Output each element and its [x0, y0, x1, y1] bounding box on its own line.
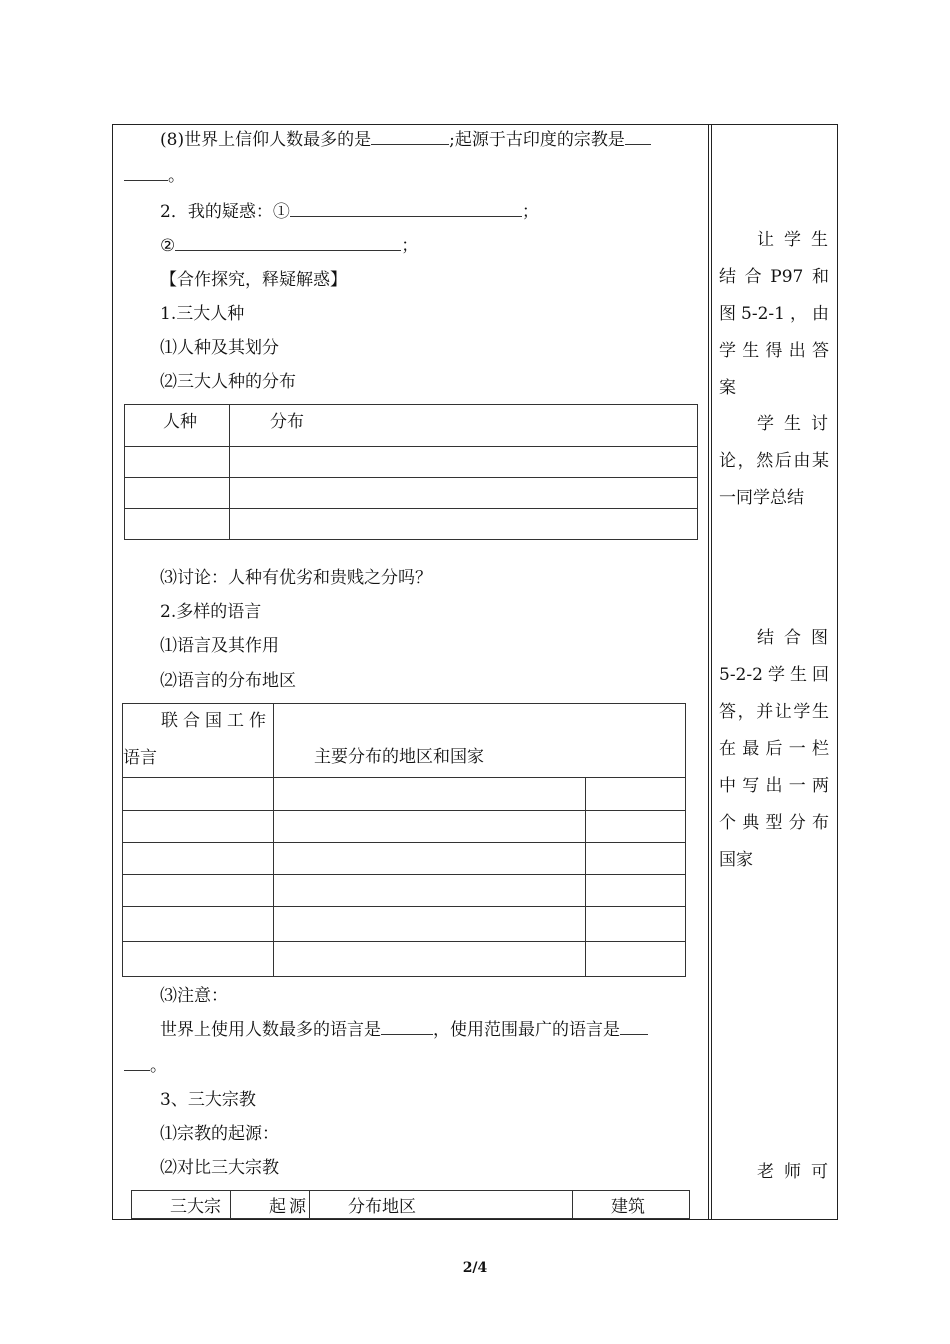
table-row	[125, 478, 698, 509]
religion-table	[131, 1190, 690, 1219]
side-text: 中写出一两	[719, 776, 829, 796]
coop-heading: 【合作探究，释疑解惑】	[160, 270, 347, 290]
table-cell	[123, 811, 274, 843]
race-table	[124, 404, 698, 540]
table-row	[125, 509, 698, 540]
column-divider	[708, 124, 709, 1220]
fill-blank	[371, 128, 449, 145]
table-cell	[274, 907, 586, 942]
table-cell	[123, 942, 274, 977]
fill-blank	[620, 1018, 648, 1035]
table-row	[123, 907, 686, 942]
side-text: 让学生	[757, 230, 838, 250]
side-text: 案	[719, 378, 736, 398]
table-header-row	[132, 1191, 690, 1219]
fill-blank	[124, 164, 168, 181]
table-cell	[123, 843, 274, 875]
section-2-item-3: ⑶注意：	[160, 986, 228, 1006]
table-row	[123, 942, 686, 977]
doubt-2-label: ②	[160, 236, 176, 256]
fill-blank	[290, 200, 522, 217]
doubt-end: ；	[521, 202, 539, 222]
side-text: 5-2-2学生回	[719, 665, 829, 685]
header-race: 人种	[163, 412, 197, 432]
table-cell	[586, 907, 686, 942]
side-text: 图5-2-1，由	[719, 304, 829, 324]
side-note-3	[719, 620, 838, 879]
header-un-language-a: 联合国工作	[161, 711, 271, 731]
header-regions: 分布地区	[348, 1197, 416, 1217]
side-text: 结合图	[757, 628, 838, 648]
section-2-note	[160, 1018, 648, 1042]
doubt-1	[160, 200, 539, 224]
table-cell	[123, 778, 274, 811]
header-distribution: 分布	[270, 412, 304, 432]
table-header-cell	[132, 1191, 231, 1219]
fill-blank	[625, 128, 651, 145]
note-end: 。	[150, 1056, 167, 1076]
note-text-2: ，使用范围最广的语言是	[433, 1020, 620, 1040]
table-row	[123, 875, 686, 907]
section-1-title: 1.三大人种	[160, 304, 245, 324]
side-text: 答，并让学生	[719, 702, 829, 722]
side-note-1	[719, 222, 838, 407]
note-text-1: 世界上使用人数最多的语言是	[160, 1020, 381, 1040]
section-2-item-2: ⑵语言的分布地区	[160, 671, 296, 691]
side-text: 学生讨	[757, 414, 838, 434]
table-cell	[230, 509, 698, 540]
q8-text-1: (8)世界上信仰人数最多的是	[160, 130, 372, 150]
fill-blank	[175, 234, 401, 251]
side-text: 学生得出答	[719, 341, 829, 361]
section-3-title: 3、三大宗教	[160, 1090, 256, 1110]
table-row	[125, 447, 698, 478]
table-cell	[125, 478, 230, 509]
side-note-4	[719, 1154, 838, 1191]
table-cell	[123, 875, 274, 907]
q8-text-2: ;起源于古印度的宗教是	[449, 130, 625, 150]
section-1-item-3: ⑶讨论：人种有优劣和贵贱之分吗？	[160, 568, 432, 588]
table-cell	[586, 875, 686, 907]
table-header-cell	[231, 1191, 310, 1219]
fill-blank	[381, 1018, 433, 1035]
side-text: 一同学总结	[719, 488, 804, 508]
table-header-cell	[230, 405, 698, 447]
side-text: 结合P97和	[719, 267, 829, 287]
language-table	[122, 703, 686, 977]
q8-end: 。	[168, 166, 185, 186]
section-2-title: 2.多样的语言	[160, 602, 262, 622]
page-number: 2/4	[462, 1260, 488, 1276]
table-cell	[123, 907, 274, 942]
table-cell	[230, 478, 698, 509]
header-architecture: 建筑	[611, 1197, 645, 1217]
table-header-cell	[310, 1191, 573, 1219]
section-1-item-2: ⑵三大人种的分布	[160, 372, 296, 392]
table-header-cell	[123, 704, 274, 778]
table-cell	[274, 778, 586, 811]
side-text: 在最后一栏	[719, 739, 829, 759]
header-religions: 三大宗	[170, 1197, 221, 1217]
section-1-item-1: ⑴人种及其划分	[160, 338, 279, 358]
question-8-cont	[124, 164, 185, 188]
question-8	[160, 128, 651, 152]
table-cell	[274, 942, 586, 977]
doubt-label: 2．我的疑惑：①	[160, 202, 290, 222]
section-3-item-2: ⑵对比三大宗教	[160, 1158, 279, 1178]
header-origin: 起源	[269, 1197, 309, 1217]
section-3-item-1: ⑴宗教的起源：	[160, 1124, 279, 1144]
side-note-2	[719, 406, 838, 517]
side-text: 个典型分布	[719, 813, 829, 833]
table-cell	[274, 843, 586, 875]
table-header-cell	[573, 1191, 690, 1219]
table-header-row	[125, 405, 698, 447]
table-header-cell	[125, 405, 230, 447]
section-2-note-cont	[124, 1054, 167, 1078]
table-header-row	[123, 704, 686, 778]
doubt-2	[160, 234, 418, 258]
table-cell	[586, 811, 686, 843]
table-row	[123, 811, 686, 843]
table-cell	[586, 843, 686, 875]
table-cell	[125, 447, 230, 478]
header-un-language-b: 语言	[123, 748, 157, 768]
table-cell	[125, 509, 230, 540]
table-cell	[274, 811, 586, 843]
table-row	[123, 843, 686, 875]
fill-blank	[124, 1054, 150, 1071]
column-divider-inner	[711, 124, 712, 1220]
header-main-regions: 主要分布的地区和国家	[314, 747, 484, 767]
table-cell	[586, 778, 686, 811]
table-header-cell	[274, 704, 686, 778]
section-2-item-1: ⑴语言及其作用	[160, 636, 279, 656]
table-cell	[230, 447, 698, 478]
doubt-end: ；	[401, 236, 419, 256]
table-row	[123, 778, 686, 811]
side-text: 国家	[719, 850, 753, 870]
table-cell	[586, 942, 686, 977]
side-text: 老师可	[757, 1162, 838, 1182]
side-text: 论，然后由某	[719, 451, 829, 471]
table-cell	[274, 875, 586, 907]
